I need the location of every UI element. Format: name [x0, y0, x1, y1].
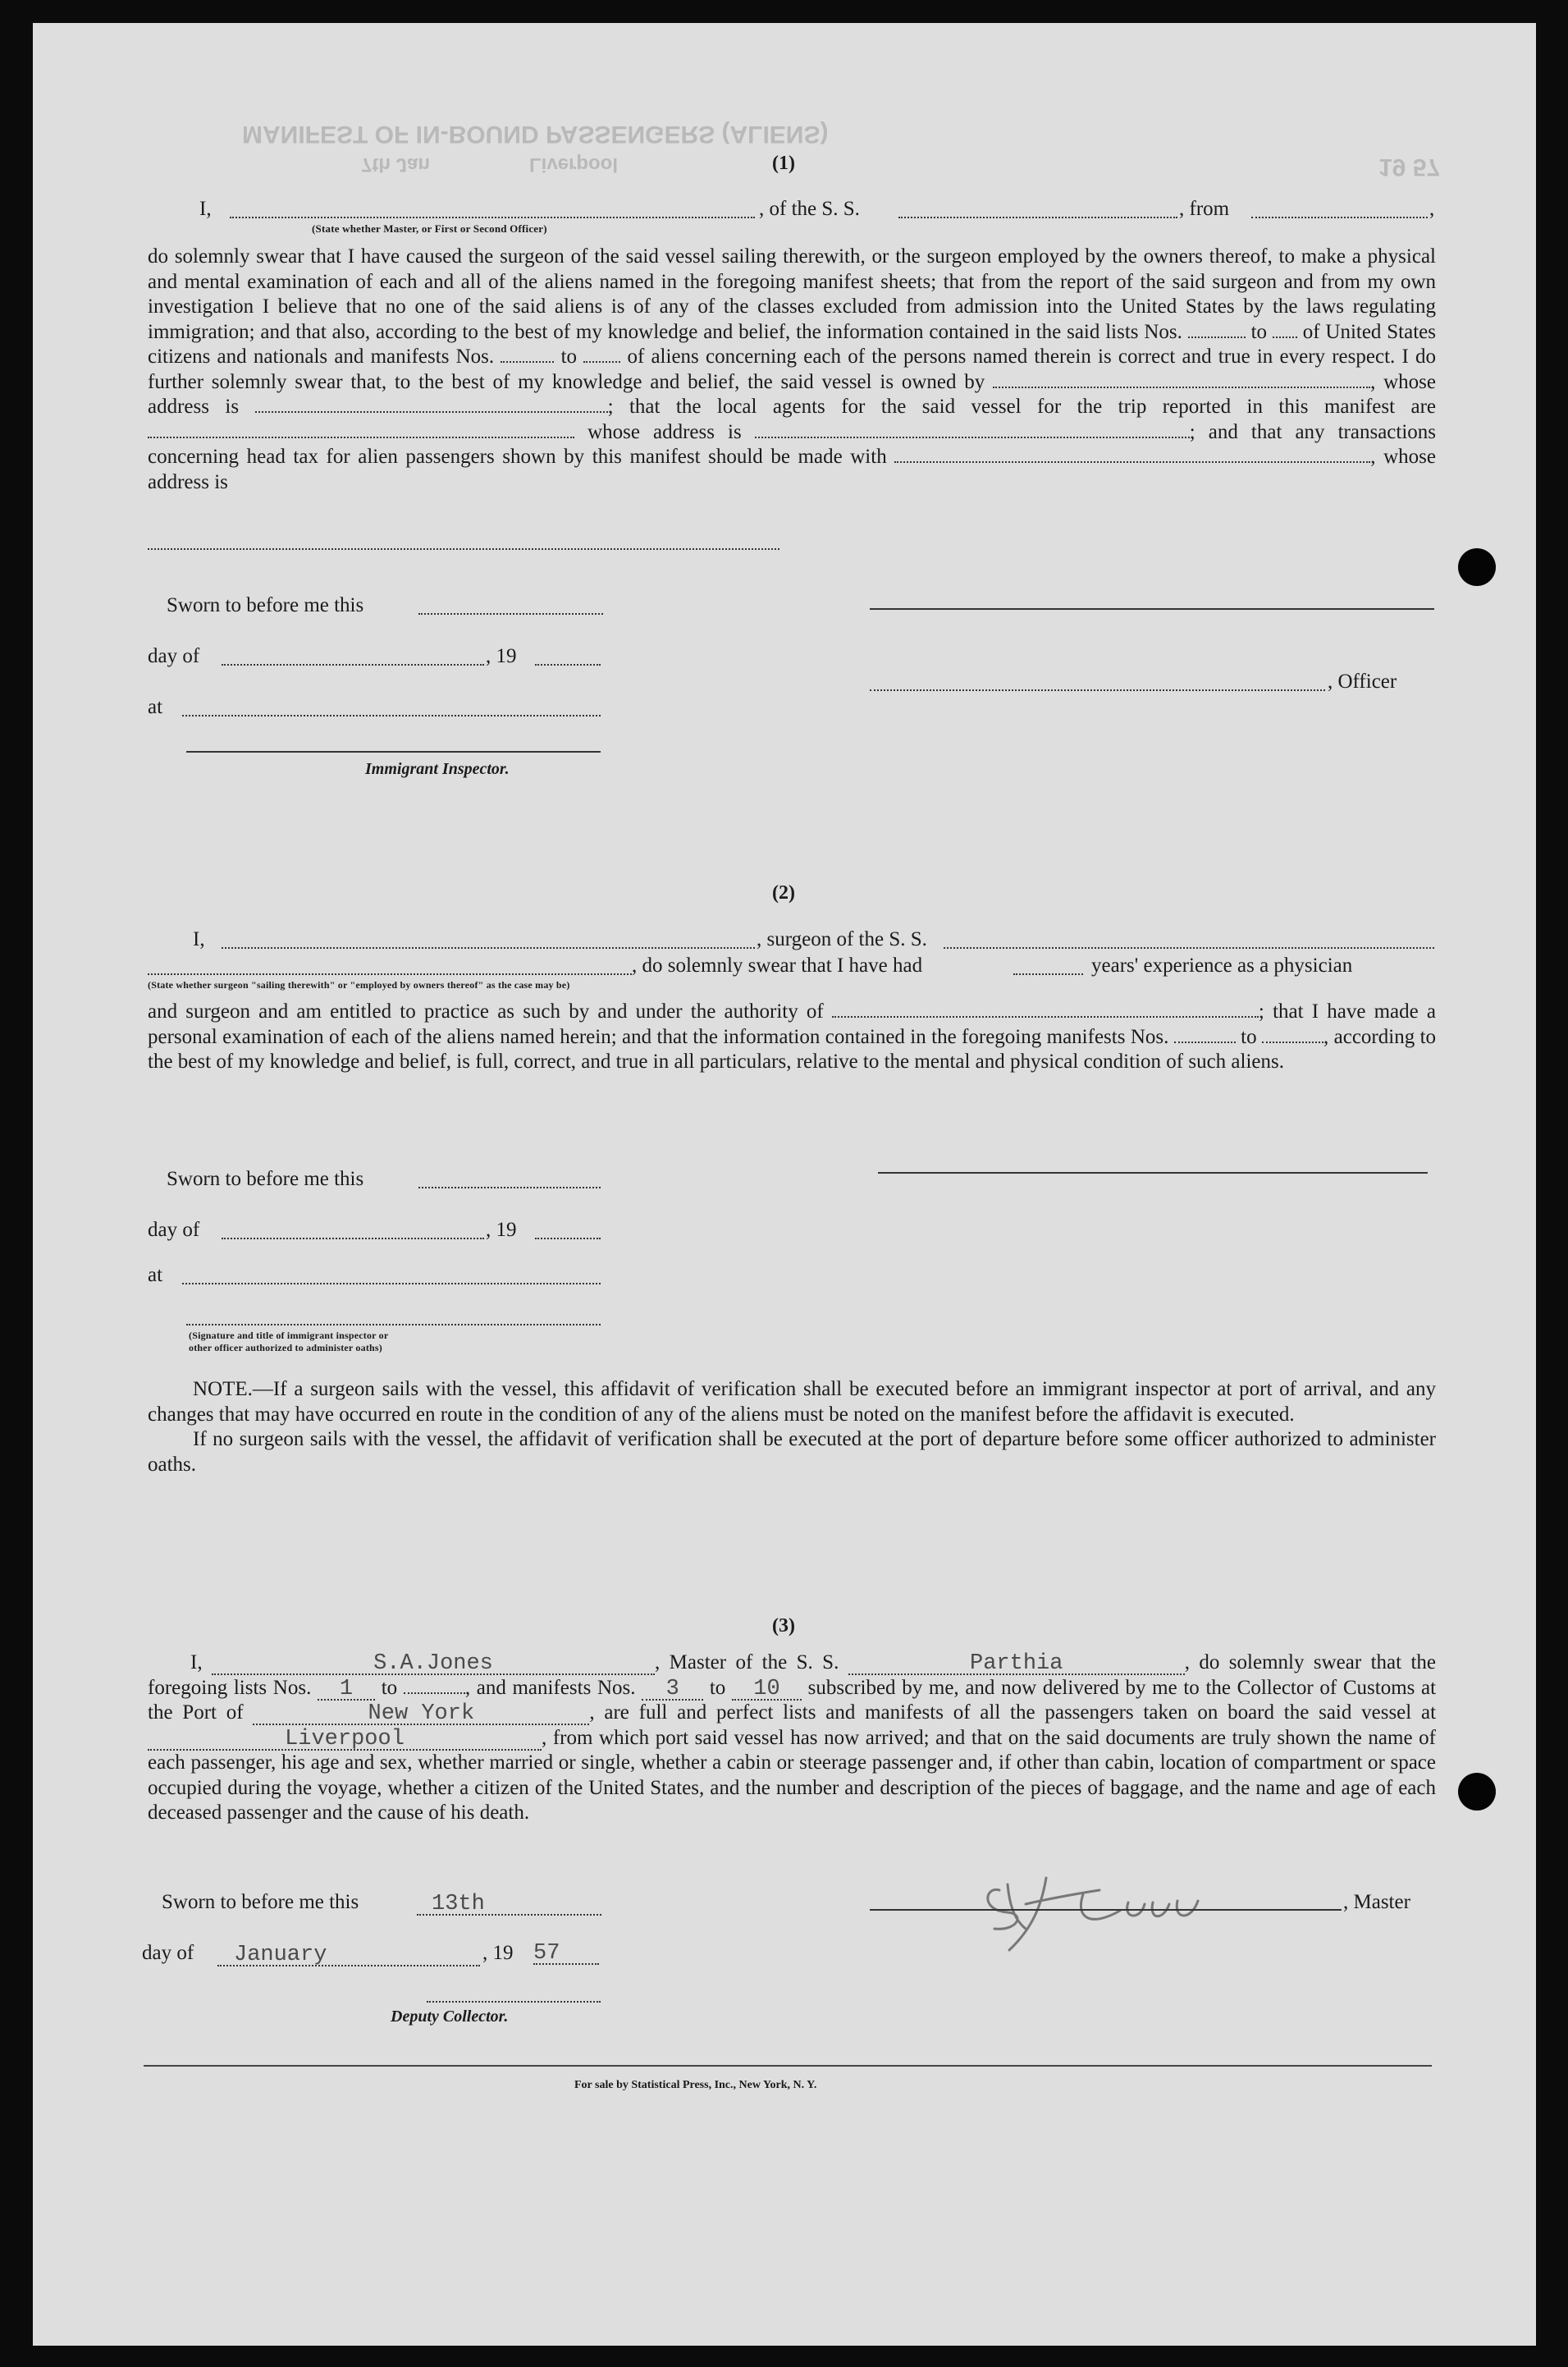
- s1-of-the-ss: , of the S. S.: [759, 198, 860, 220]
- s1-sworn: Sworn to before me this: [167, 594, 364, 616]
- section-3-number: (3): [772, 1615, 795, 1637]
- punch-hole-top: [1458, 548, 1496, 586]
- s2-year-line[interactable]: [535, 1238, 601, 1239]
- s3-paragraph: I, S.A.Jones , Master of the S. S. Parthia , do solemnly swear that the foregoing lists Nos. 1 to , and manifests Nos. 3 to 10 subscribed by me, and now delivered by me to the Collector of Customs at the Port of New York , are full and perfect lists and manifests of all the passengers taken on board the said vessel at Liverpool , from which port said vessel has now arrived; and that on the said documents are truly shown the name of each passenger, his age and sex, whether married or single, whether a cabin or steerage passenger and, if other than cabin, location of compartment or space occupied during the voyage, whether a citizen of the United States, and the number and description of the pieces of baggage, and the name and age of each deceased passenger and the cause of his death.: [148, 1651, 1437, 1824]
- s2-do-swear: , do solemnly swear that I have had: [632, 955, 923, 977]
- s3-nineteen: , 19: [482, 1942, 514, 1964]
- s3-list-from[interactable]: 1: [318, 1679, 375, 1701]
- s1-day-line[interactable]: [222, 664, 484, 666]
- s3-master-name[interactable]: S.A.Jones: [212, 1654, 655, 1675]
- footer-rule: [144, 2065, 1432, 2067]
- s1-officer-signature-line[interactable]: [870, 608, 1434, 610]
- s2-surgeon-name-line[interactable]: [222, 947, 755, 949]
- s2-at: at: [148, 1264, 163, 1286]
- s1-officer-name-line[interactable]: [230, 217, 755, 218]
- s2-at-line[interactable]: [182, 1283, 601, 1284]
- s2-surgeon-note: (State whether surgeon "sailing therewith" or "employed by owners thereof" as the case may be): [148, 979, 570, 991]
- s2-status-line[interactable]: [148, 973, 632, 975]
- s3-deputy-label: Deputy Collector.: [391, 2008, 509, 2026]
- footer-imprint: For sale by Statistical Press, Inc., New York, N. Y.: [574, 2079, 817, 2091]
- s3-manifest-to[interactable]: 10: [732, 1679, 802, 1701]
- s2-surgeon-of: , surgeon of the S. S.: [757, 928, 927, 950]
- s3-master-signature-line[interactable]: [870, 1909, 1342, 1911]
- s1-year-line[interactable]: [535, 664, 601, 666]
- s3-manifest-from[interactable]: 3: [642, 1679, 703, 1701]
- s1-officer-line[interactable]: [870, 689, 1325, 691]
- bleed-through-date: 7th Jan: [361, 153, 431, 176]
- s3-sworn-day[interactable]: 13th: [417, 1894, 601, 1916]
- s1-paragraph: do solemnly swear that I have caused the surgeon of the said vessel sailing therewith, or the surgeon employed by the owners thereof, to make a physical and mental examination of each and all of the aliens named in the foregoing manifest sheets; that from the report of the said surgeon and from my own investigation I believe that no one of the said aliens is of any of the classes excluded from admission into the United States by the laws regulating immigration; and that also, according to the best of my knowledge and belief, the information contained in the said lists Nos. to of United States citizens and nationals and manifests Nos. to of aliens concerning each of the persons named therein is correct and true in every respect. I do further solemnly swear that, to the best of my knowledge and belief, the said vessel is owned by , whose address is ; that the local agents for the said vessel for the trip reported in this manifest are whose address is ; and that any transactions concerning head tax for alien passengers shown by this manifest should be made with , whose address is: [148, 245, 1437, 493]
- s2-i-label: I,: [193, 928, 205, 950]
- s3-sworn: Sworn to before me this: [162, 1891, 359, 1913]
- s1-at-line[interactable]: [182, 715, 601, 717]
- bleed-through-port: Liverpool: [529, 153, 619, 176]
- s3-month[interactable]: January: [217, 1945, 480, 1966]
- s1-day-of: day of: [148, 645, 200, 667]
- s2-years-line[interactable]: [1013, 973, 1083, 975]
- s2-sig-note-1: (Signature and title of immigrant inspector or: [189, 1330, 389, 1341]
- s1-sworn-line[interactable]: [418, 613, 603, 615]
- s3-ship-name[interactable]: Parthia: [848, 1654, 1185, 1675]
- s1-extra-address-line[interactable]: [148, 548, 779, 550]
- s2-nineteen: , 19: [486, 1219, 517, 1241]
- section-1-number: (1): [772, 153, 795, 174]
- s2-signature-line[interactable]: [186, 1324, 601, 1325]
- s1-comma: ,: [1429, 198, 1435, 220]
- s1-inspector-line[interactable]: [186, 751, 601, 753]
- bleed-through-year: 19 57: [1378, 153, 1441, 181]
- s2-day-of: day of: [148, 1219, 200, 1241]
- s1-officer-label: , Officer: [1328, 671, 1397, 693]
- s2-years-exp: years' experience as a physician: [1091, 955, 1353, 977]
- note-paragraph-1: NOTE.—If a surgeon sails with the vessel, this affidavit of verification shall be executed before an immigrant inspector at port of arrival, and any changes that may have occurred en route in the condition of any of the aliens must be noted on the manifest before the affidavit is executed.: [148, 1378, 1436, 1426]
- manifest-page: [33, 23, 1536, 2346]
- s2-vessel-line[interactable]: [944, 947, 1434, 949]
- s2-day-line[interactable]: [222, 1238, 484, 1239]
- s3-departure-port[interactable]: Liverpool: [148, 1729, 542, 1751]
- s3-day-of: day of: [142, 1942, 194, 1964]
- s3-master-label: , Master: [1343, 1891, 1410, 1913]
- s3-port[interactable]: New York: [253, 1704, 589, 1725]
- master-signature: [976, 1853, 1288, 1960]
- note-block: [148, 1377, 1436, 1477]
- s3-year[interactable]: 57: [533, 1944, 599, 1965]
- s2-surgeon-signature-line[interactable]: [878, 1172, 1428, 1174]
- s2-sig-note-2: other officer authorized to administer oaths): [189, 1342, 382, 1353]
- s1-vessel-line[interactable]: [898, 217, 1177, 218]
- punch-hole-bottom: [1458, 1773, 1496, 1811]
- section-2-number: (2): [772, 882, 795, 904]
- s1-inspector-label: Immigrant Inspector.: [365, 760, 510, 778]
- s2-sworn: Sworn to before me this: [167, 1168, 364, 1190]
- s2-paragraph: and surgeon and am entitled to practice as such by and under the authority of ; that I have made a personal examination of each of the aliens named herein; and that the information contained in the foregoing manifests Nos. to , according to the best of my knowledge and belief, is full, correct, and true in all particulars, relative to the mental and physical condition of such aliens.: [148, 1000, 1437, 1073]
- s1-from: , from: [1179, 198, 1230, 220]
- s1-at: at: [148, 696, 163, 718]
- s1-i-label: I,: [199, 198, 212, 220]
- s2-sworn-line[interactable]: [418, 1187, 601, 1188]
- s1-nineteen: , 19: [486, 645, 517, 667]
- bleed-through-header: MANIFEST OF IN-BOUND PASSENGERS (ALIENS): [242, 121, 829, 148]
- s1-from-line[interactable]: [1251, 217, 1428, 218]
- s1-master-note: (State whether Master, or First or Second Officer): [312, 222, 547, 235]
- note-paragraph-2: If no surgeon sails with the vessel, the affidavit of verification shall be executed at the port of departure before some officer authorized to administer oaths.: [148, 1428, 1436, 1476]
- s3-deputy-line[interactable]: [427, 2001, 601, 2003]
